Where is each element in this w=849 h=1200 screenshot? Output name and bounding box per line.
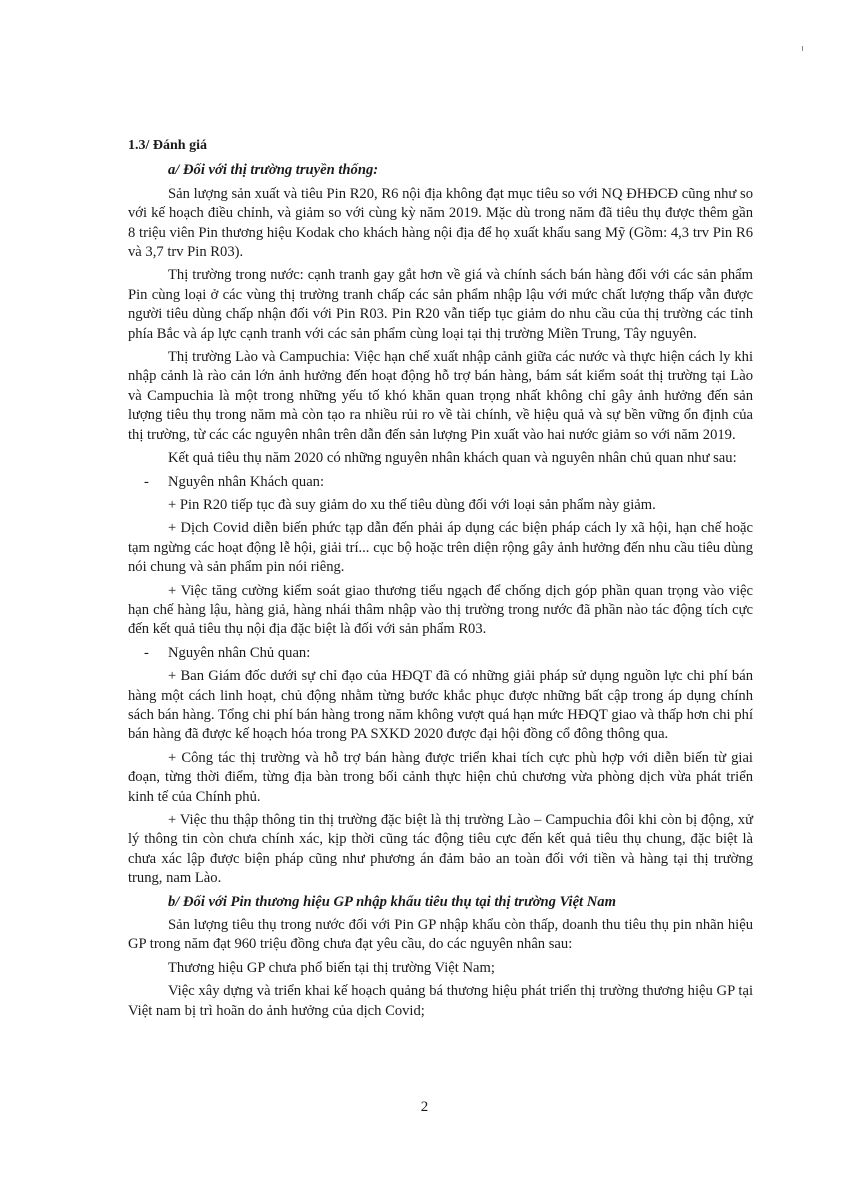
list-item: + Việc tăng cường kiểm soát giao thương tiểu ngạch để chống dịch góp phần quan trọng vào việc hạn chế hàng lậu, hàng giả, hàng nhái thâm nhập vào thị trường trong nước đã phần nào tác động tích cực đến kết quả tiêu thụ nội địa đặc biệt là đối với sản phẩm R03. [128,582,753,638]
dash-marker: - [144,644,149,661]
bullet-label: Nguyên nhân Khách quan: [168,473,325,490]
document-body [128,136,753,1025]
paragraph: Thị trường trong nước: cạnh tranh gay gắt hơn về giá và chính sách bán hàng đối với các sản phẩm Pin cùng loại ở các vùng thị trường tranh chấp các sản phẩm nhập lậu với mức chất lượng thấp vẫn được người tiêu dùng chấp nhận đối với Pin R03. Pin R20 vẫn tiếp tục giảm do nhu cầu của thị trường các tỉnh phía Bắc và áp lực cạnh tranh với các sản phẩm cùng loại tại thị trường Miền Trung, Tây nguyên. [128,267,753,342]
paragraph: Kết quả tiêu thụ năm 2020 có những nguyên nhân khách quan và nguyên nhân chủ quan như sau: [168,450,737,467]
paragraph: Việc xây dựng và triển khai kế hoạch quảng bá thương hiệu phát triển thị trường thương hiệu GP tại Việt nam bị trì hoãn do ảnh hưởng của dịch Covid; [128,983,753,1019]
list-item: + Pin R20 tiếp tục đà suy giảm do xu thế tiêu dùng đối với loại sản phẩm này giảm. [168,496,656,513]
list-item: + Việc thu thập thông tin thị trường đặc biệt là thị trường Lào – Campuchia đôi khi còn bị động, xử lý thông tin còn chưa chính xác, kịp thời cũng tác động tiêu cực đến kết quả tiêu thụ chung, đặc biệt là chưa xác lập được biện pháp cũng như phương án đảm bảo an toàn đối với tiền và hàng tại thị trường trung, nam Lào. [128,812,753,887]
list-item: + Công tác thị trường và hỗ trợ bán hàng được triển khai tích cực phù hợp với diễn biến từ giai đoạn, từng thời điểm, từng địa bàn trong bối cảnh thực hiện chủ chương vừa phòng dịch vừa phát triển kinh tế của Chính phủ. [128,749,753,805]
list-item: + Ban Giám đốc dưới sự chỉ đạo của HĐQT đã có những giải pháp sử dụng nguồn lực chi phí bán hàng một cách linh hoạt, chủ động nhằm từng bước khắc phục được những bất cập trong áp dụng chính sách bán hàng. Tổng chi phí bán hàng trong năm không vượt quá hạn mức HĐQT giao và thấp hơn chi phí bán hàng đã được kế hoạch hóa trong PA SXKD 2020 được đại hội đồng cổ đông thông qua. [128,668,753,743]
paragraph: Sản lượng tiêu thụ trong nước đối với Pin GP nhập khẩu còn thấp, doanh thu tiêu thụ pin nhãn hiệu GP trong năm đạt 960 triệu đồng chưa đạt yêu cầu, do các nguyên nhân sau: [128,917,753,953]
scan-mark [802,46,803,51]
bullet-objective-causes [128,473,753,492]
paragraph: Thị trường Lào và Campuchia: Việc hạn chế xuất nhập cảnh giữa các nước và thực hiện cách ly khi nhập cảnh là rào cản lớn ảnh hưởng đến hoạt động hỗ trợ bán hàng, bám sát kiểm soát thị trường tại Lào và Campuchia là một trong những yếu tố khó khăn quan trọng nhất không chỉ gây ảnh hưởng đến sản lượng tiêu thụ trong năm mà còn tạo ra nhiều rủi ro về tài chính, về hiệu quả và sự bền vững ổn định của thị trường, từ các các nguyên nhân trên dẫn đến sản lượng Pin xuất vào hai nước giảm so với năm 2019. [128,349,753,443]
list-item: + Dịch Covid diễn biến phức tạp dẫn đến phải áp dụng các biện pháp cách ly xã hội, hạn chế hoặc tạm ngừng các hoạt động lễ hội, giải trí... cục bộ hoặc trên diện rộng gây ảnh hưởng đến nhu cầu tiêu dùng nói chung và sản phẩm pin nói riêng. [128,520,753,576]
bullet-label: Nguyên nhân Chủ quan: [168,644,311,661]
paragraph: Sản lượng sản xuất và tiêu Pin R20, R6 nội địa không đạt mục tiêu so với NQ ĐHĐCĐ cũng như so với kế hoạch điều chỉnh, và giảm so với cùng kỳ năm 2019. Mặc dù trong năm đã tiêu thụ được thêm gần 8 triệu viên Pin thương hiệu Kodak cho khách hàng nội địa để họ xuất khẩu sang Mỹ (Gồm: 4,3 trv Pin R6 và 3,7 trv Pin R03). [128,185,753,261]
bullet-subjective-causes [128,644,753,663]
subheading-gp-brand: b/ Đối với Pin thương hiệu GP nhập khẩu tiêu thụ tại thị trường Việt Nam [168,893,616,910]
paragraph: Thương hiệu GP chưa phổ biến tại thị trường Việt Nam; [168,959,495,976]
subheading-traditional-market: a/ Đối với thị trường truyền thống: [168,162,379,179]
section-heading: 1.3/ Đánh giá [128,138,207,153]
dash-marker: - [144,473,149,490]
page-number: 2 [420,1099,429,1115]
